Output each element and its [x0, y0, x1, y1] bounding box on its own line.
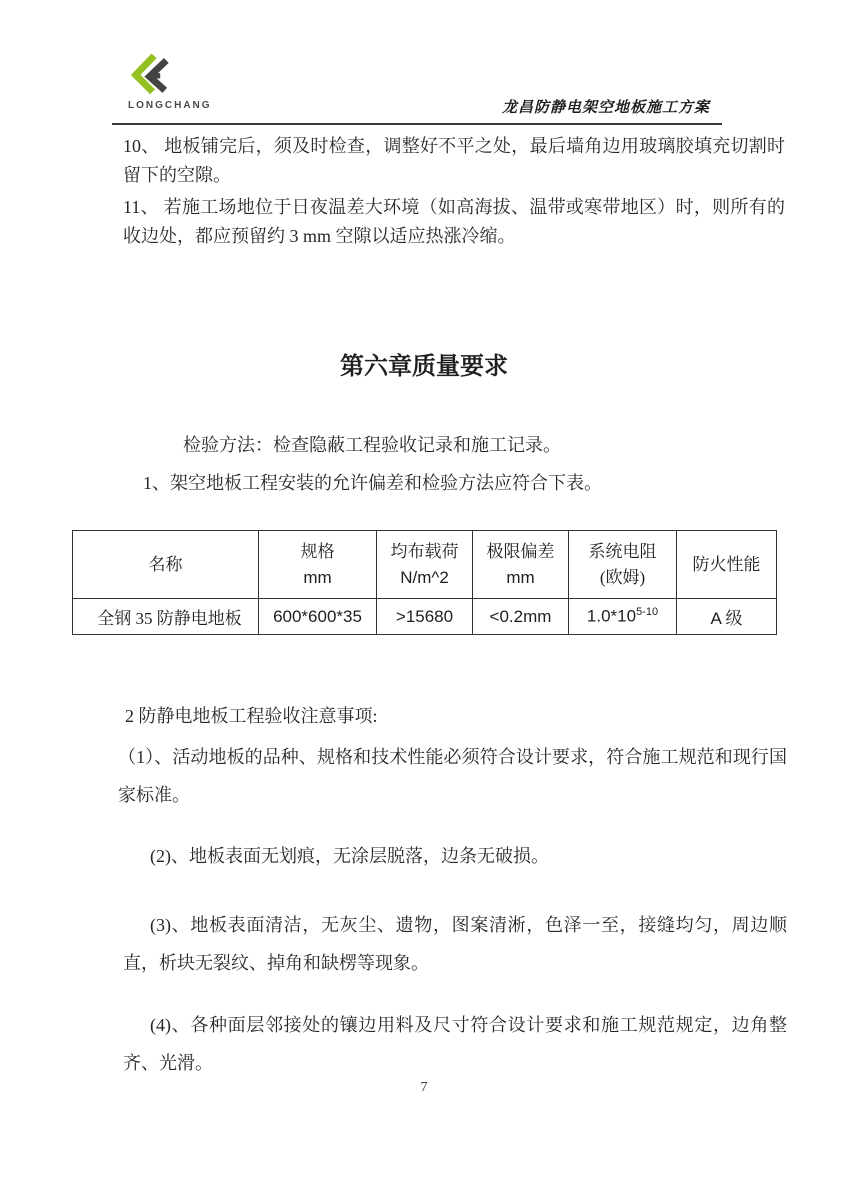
- cell-spec: 600*600*35: [259, 599, 377, 635]
- col-header-deviation: 极限偏差 mm: [473, 531, 569, 599]
- chapter-title: 第六章质量要求: [340, 354, 508, 380]
- note-item-4: (4)、各种面层邻接处的镶边用料及尺寸符合设计要求和施工规范规定，边角整齐、光滑。: [123, 1015, 787, 1073]
- paragraph-item-11: 11、 若施工场地位于日夜温差大环境（如高海拔、温带或寒带地区）时，则所有的收边处，都应预留约 3 mm 空隙以适应热涨冷缩。: [123, 197, 785, 246]
- notes-heading: 2 防静电地板工程验收注意事项:: [125, 706, 378, 726]
- cell-load: >15680: [377, 599, 473, 635]
- spec-table: [72, 530, 777, 635]
- col-header-spec: 规格 mm: [259, 531, 377, 599]
- logo-wordmark: LONGCHANG: [128, 100, 212, 111]
- paragraph-item-10: 10、 地板铺完后，须及时检查，调整好不平之处，最后墙角边用玻璃胶填充切割时留下的空隙。: [123, 136, 785, 185]
- table-header-row: [73, 531, 777, 599]
- page-number: 7: [420, 1080, 428, 1095]
- cell-deviation: <0.2mm: [473, 599, 569, 635]
- col-header-load: 均布载荷 N/m^2: [377, 531, 473, 599]
- note-item-2: (2)、地板表面无划痕，无涂层脱落，边条无破损。: [150, 846, 549, 866]
- header-divider: [112, 123, 722, 125]
- cell-fire-rating: A 级: [677, 599, 777, 635]
- table-row: [73, 599, 777, 635]
- cell-resistance: 1.0*10$^{5-10}$: [569, 599, 677, 635]
- inspection-method-line: 检验方法：检查隐蔽工程验收记录和施工记录。: [183, 435, 561, 455]
- note-item-1: （1）、活动地板的品种、规格和技术性能必须符合设计要求，符合施工规范和现行国家标准。: [118, 747, 787, 805]
- col-header-resistance: 系统电阻 (欧姆): [569, 531, 677, 599]
- longchang-logo-icon: [128, 52, 174, 98]
- section-item-1: 1、架空地板工程安装的允许偏差和检验方法应符合下表。: [143, 473, 602, 493]
- col-header-name: 名称: [73, 531, 259, 599]
- note-item-3: (3)、地板表面清洁，无灰尘、遗物，图案清淅，色泽一至，接缝均匀，周边顺直，析块无裂纹、掉角和缺楞等现象。: [123, 915, 787, 973]
- col-header-fire: 防火性能: [677, 531, 777, 599]
- cell-product-name: 全钢 35 防静电地板: [73, 599, 259, 635]
- document-header-title: 龙昌防静电架空地板施工方案: [501, 100, 710, 116]
